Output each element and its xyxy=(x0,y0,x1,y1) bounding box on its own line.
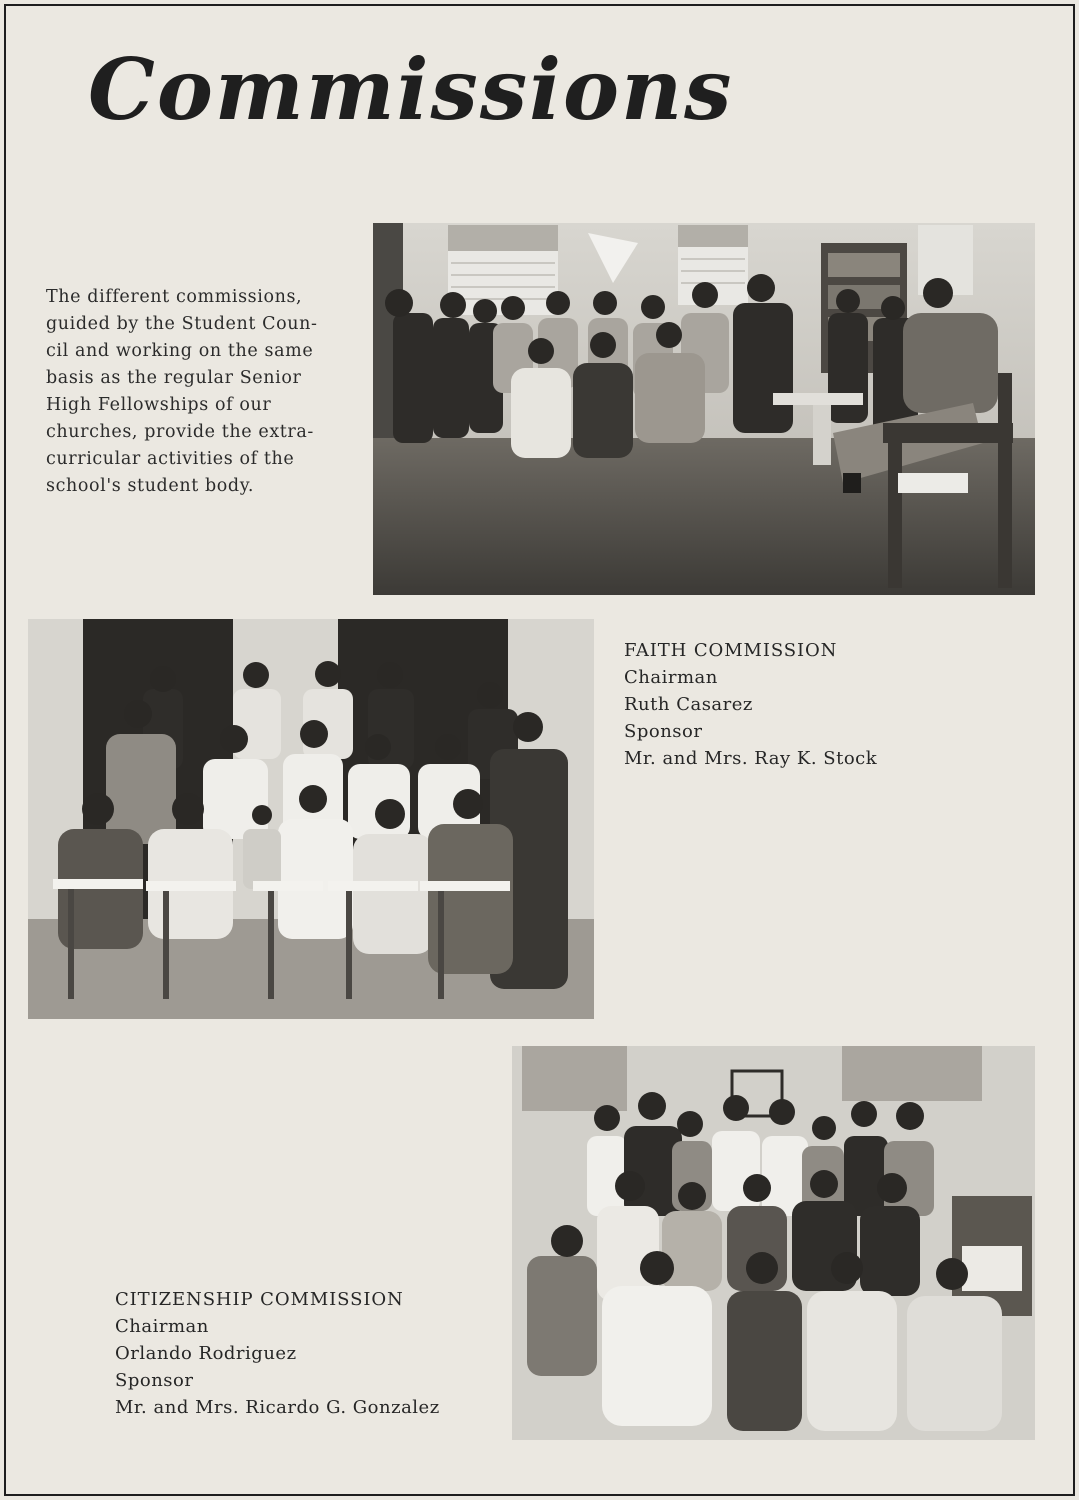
intro-line: churches, provide the extra- xyxy=(46,422,314,442)
intro-line: school's student body. xyxy=(46,476,255,496)
faith-group-photo-graphic xyxy=(28,619,594,1019)
intro-line: basis as the regular Senior xyxy=(46,368,302,388)
citizenship-sponsor-label: Sponsor xyxy=(115,1370,194,1391)
citizenship-sponsor-name: Mr. and Mrs. Ricardo G. Gonzalez xyxy=(115,1397,440,1418)
intro-line: curricular activities of the xyxy=(46,449,295,469)
faith-chairman-label: Chairman xyxy=(624,667,718,688)
meeting-photo-graphic xyxy=(373,223,1035,595)
faith-commission-caption xyxy=(624,637,877,772)
citizenship-commission-caption xyxy=(115,1286,440,1421)
intro-paragraph xyxy=(46,284,346,500)
page-title: Commissions xyxy=(88,40,734,139)
intro-line: cil and working on the same xyxy=(46,341,314,361)
intro-line: High Fellowships of our xyxy=(46,395,272,415)
citizenship-group-photo-graphic xyxy=(512,1046,1035,1440)
intro-line: The different commissions, xyxy=(46,287,303,307)
faith-sponsor-name: Mr. and Mrs. Ray K. Stock xyxy=(624,748,878,769)
photo-faith-commission-group xyxy=(28,619,594,1019)
faith-sponsor-label: Sponsor xyxy=(624,721,703,742)
photo-citizenship-commission-group xyxy=(512,1046,1035,1440)
intro-line: guided by the Student Coun- xyxy=(46,314,318,334)
faith-commission-heading: FAITH COMMISSION xyxy=(624,640,838,661)
citizenship-chairman-label: Chairman xyxy=(115,1316,209,1337)
citizenship-chairman-name: Orlando Rodriguez xyxy=(115,1343,297,1364)
photo-student-council-meeting xyxy=(373,223,1035,595)
faith-chairman-name: Ruth Casarez xyxy=(624,694,753,715)
citizenship-commission-heading: CITIZENSHIP COMMISSION xyxy=(115,1289,404,1310)
